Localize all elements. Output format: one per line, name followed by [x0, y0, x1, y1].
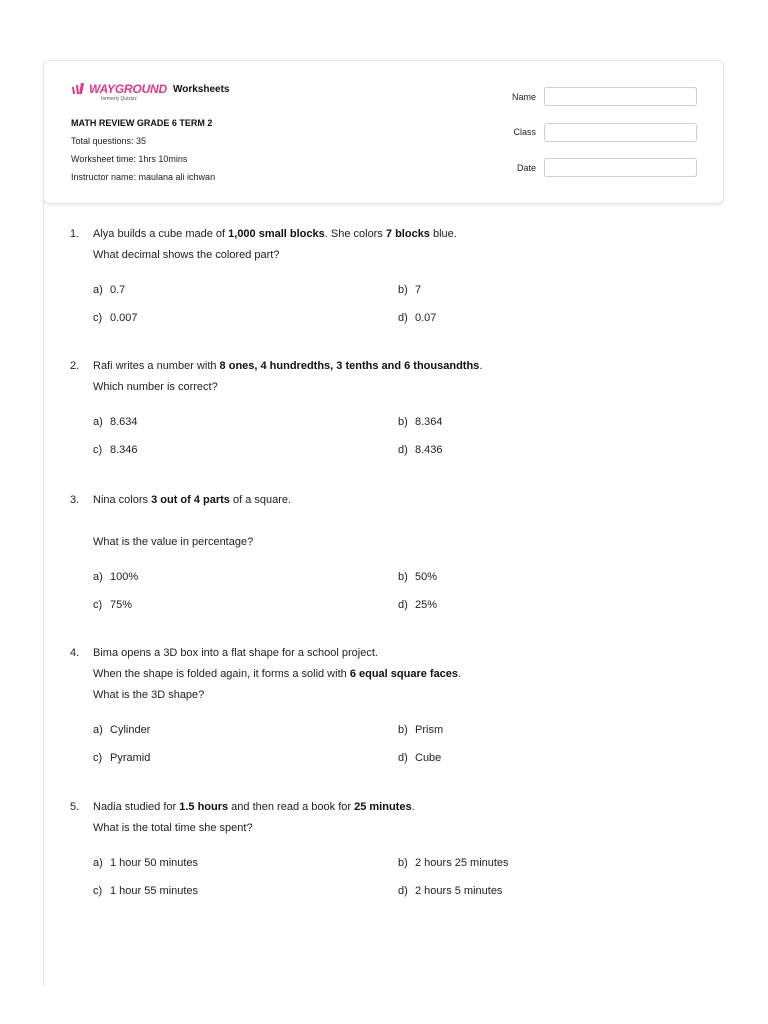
- answer-option-d[interactable]: [398, 599, 437, 611]
- option-text: Prism: [415, 724, 444, 736]
- question-emphasis: 1,000 small blocks: [228, 228, 325, 240]
- question-text: Which number is correct?: [93, 381, 218, 393]
- answer-option-c[interactable]: [93, 312, 138, 324]
- page-left-border: [43, 70, 44, 986]
- answer-option-b[interactable]: [398, 724, 443, 736]
- question-text-line: [93, 249, 279, 261]
- wayground-logo: [71, 83, 230, 102]
- option-text: 7: [415, 284, 422, 296]
- answer-option-b[interactable]: [398, 857, 509, 869]
- answer-option-c[interactable]: [93, 885, 198, 897]
- question-text-line: [93, 228, 457, 240]
- option-text: 1 hour 50 minutes: [110, 857, 199, 869]
- option-text: 50%: [415, 571, 438, 583]
- question-number: 4.: [70, 647, 80, 659]
- question-text: When the shape is folded again, it forms a solid with: [93, 668, 350, 680]
- answer-option-d[interactable]: [398, 312, 436, 324]
- option-letter: c): [93, 312, 103, 324]
- question-text: Nadia studied for: [93, 801, 180, 813]
- logo-wordmark: WAYGROUND: [89, 82, 167, 96]
- answer-option-d[interactable]: [398, 885, 502, 897]
- question-text: What decimal shows the colored part?: [93, 249, 280, 261]
- question-text: and then read a book for: [228, 801, 355, 813]
- question-text-line: [93, 647, 378, 659]
- date-label: Date: [516, 163, 536, 173]
- option-text: 8.436: [415, 444, 443, 456]
- answer-option-a[interactable]: [93, 857, 198, 869]
- date-field[interactable]: [544, 158, 697, 177]
- class-field[interactable]: [544, 123, 697, 142]
- option-text: 2 hours 25 minutes: [415, 857, 509, 869]
- class-label: Class: [513, 127, 536, 137]
- option-letter: c): [93, 885, 103, 897]
- option-letter: a): [93, 724, 103, 736]
- answer-option-b[interactable]: [398, 416, 443, 428]
- name-field[interactable]: [544, 87, 697, 106]
- worksheet-title: MATH REVIEW GRADE 6 TERM 2: [71, 118, 213, 128]
- total-questions: Total questions: 35: [71, 136, 147, 146]
- question-text: .: [411, 801, 415, 813]
- answer-option-c[interactable]: [93, 444, 138, 456]
- question-text: What is the total time she spent?: [93, 822, 253, 834]
- question-emphasis: 6 equal square faces: [349, 668, 459, 680]
- option-text: Cube: [415, 752, 442, 764]
- logo-subtext: formerly Quizizz: [101, 96, 137, 102]
- answer-option-a[interactable]: [93, 416, 138, 428]
- option-letter: d): [398, 752, 408, 764]
- answer-option-c[interactable]: [93, 752, 150, 764]
- answer-option-c[interactable]: [93, 599, 132, 611]
- option-text: 0.007: [110, 312, 138, 324]
- question-text-line: [93, 801, 415, 813]
- option-text: 2 hours 5 minutes: [415, 885, 503, 897]
- answer-option-d[interactable]: [398, 752, 441, 764]
- question-text: .: [479, 360, 483, 372]
- answer-option-b[interactable]: [398, 284, 421, 296]
- question-text: What is the 3D shape?: [93, 689, 205, 701]
- option-text: 75%: [110, 599, 133, 611]
- question-number: 5.: [70, 801, 80, 813]
- option-letter: d): [398, 312, 408, 324]
- answer-option-b[interactable]: [398, 571, 437, 583]
- option-text: 0.07: [415, 312, 437, 324]
- question-text-line: [93, 689, 204, 701]
- option-letter: b): [398, 571, 408, 583]
- question-text: . She colors: [324, 228, 386, 240]
- option-letter: d): [398, 444, 408, 456]
- question-emphasis: 8 ones, 4 hundredths, 3 tenths and 6 thousandths: [219, 360, 480, 372]
- question-text-line: [93, 381, 218, 393]
- option-text: 25%: [415, 599, 438, 611]
- answer-option-a[interactable]: [93, 284, 125, 296]
- option-letter: c): [93, 599, 103, 611]
- question-text: Nina colors: [93, 494, 152, 506]
- logo-bars-icon: [71, 83, 87, 95]
- question-text-line: [93, 536, 253, 548]
- question-text-line: [93, 494, 291, 506]
- question-emphasis: 1.5 hours: [179, 801, 229, 813]
- option-letter: a): [93, 571, 103, 583]
- option-letter: a): [93, 857, 103, 869]
- question-text: Alya builds a cube made of: [93, 228, 229, 240]
- option-letter: a): [93, 284, 103, 296]
- instructor-name: Instructor name: maulana ali ichwan: [71, 172, 216, 182]
- answer-option-a[interactable]: [93, 724, 150, 736]
- option-letter: b): [398, 857, 408, 869]
- option-letter: a): [93, 416, 103, 428]
- question-text-line: [93, 668, 461, 680]
- option-text: 0.7: [110, 284, 126, 296]
- option-text: 1 hour 55 minutes: [110, 885, 199, 897]
- option-letter: d): [398, 599, 408, 611]
- question-number: 3.: [70, 494, 80, 506]
- option-text: 8.634: [110, 416, 138, 428]
- option-letter: b): [398, 284, 408, 296]
- answer-option-d[interactable]: [398, 444, 443, 456]
- option-letter: c): [93, 752, 103, 764]
- option-text: Pyramid: [110, 752, 151, 764]
- name-label: Name: [511, 92, 536, 102]
- option-letter: b): [398, 416, 408, 428]
- question-emphasis: 25 minutes: [354, 801, 412, 813]
- question-text: .: [458, 668, 462, 680]
- option-text: 100%: [110, 571, 139, 583]
- question-text: blue.: [429, 228, 457, 240]
- question-text: What is the value in percentage?: [93, 536, 254, 548]
- question-number: 1.: [70, 228, 80, 240]
- question-number: 2.: [70, 360, 80, 372]
- option-letter: d): [398, 885, 408, 897]
- question-text-line: [93, 360, 482, 372]
- worksheet-header: [43, 60, 724, 204]
- question-text-line: [93, 822, 253, 834]
- answer-option-a[interactable]: [93, 571, 138, 583]
- worksheet-time: Worksheet time: 1hrs 10mins: [71, 154, 188, 164]
- question-emphasis: 7 blocks: [385, 228, 430, 240]
- option-letter: b): [398, 724, 408, 736]
- question-text: Bima opens a 3D box into a flat shape for a school project.: [93, 647, 378, 659]
- option-text: Cylinder: [110, 724, 151, 736]
- question-text: of a square.: [229, 494, 292, 506]
- question-text: Rafi writes a number with: [93, 360, 220, 372]
- option-text: 8.364: [415, 416, 443, 428]
- question-emphasis: 3 out of 4 parts: [151, 494, 230, 506]
- option-letter: c): [93, 444, 103, 456]
- option-text: 8.346: [110, 444, 138, 456]
- worksheets-label: Worksheets: [172, 84, 230, 95]
